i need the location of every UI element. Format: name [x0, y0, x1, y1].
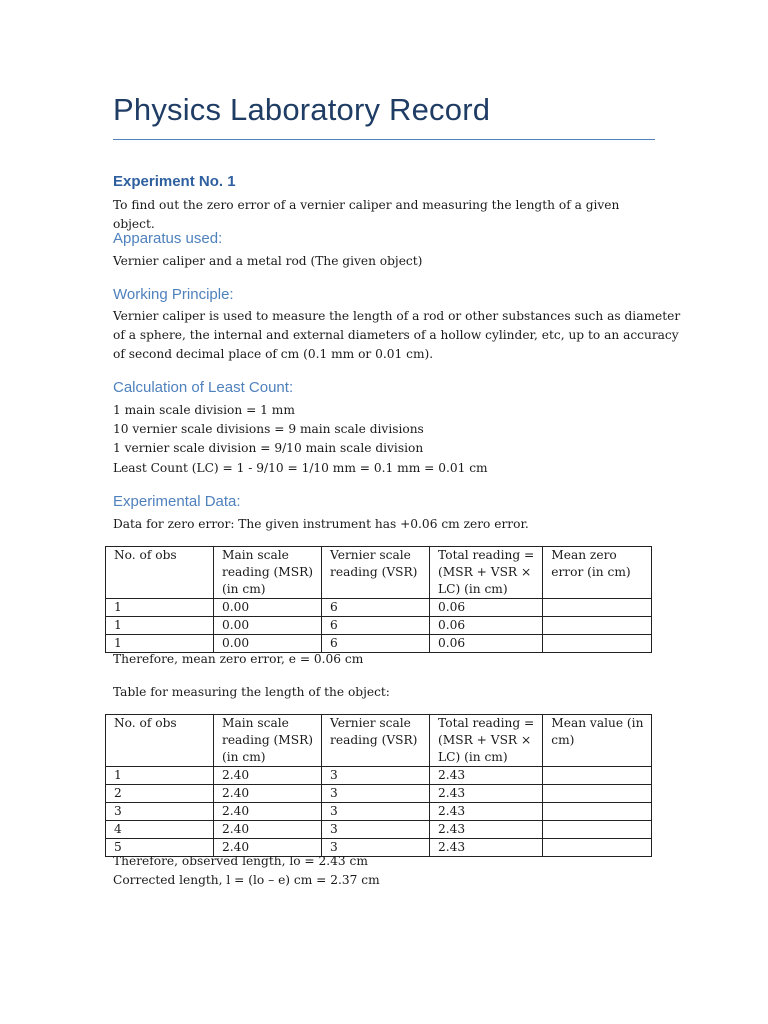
title-underline [113, 139, 655, 140]
table-header-row [106, 715, 652, 767]
table-cell: 2.43 [430, 803, 543, 821]
header-line: (MSR + VSR × [438, 565, 532, 579]
table-cell [543, 617, 652, 635]
table-cell: 2.40 [214, 785, 322, 803]
table-row [106, 785, 652, 803]
header-cell [322, 715, 430, 767]
header-cell [214, 715, 322, 767]
header-line: Main scale [222, 716, 289, 730]
table-cell: 2.43 [430, 821, 543, 839]
table-cell: 2.43 [430, 767, 543, 785]
experiment-heading: Experiment No. 1 [113, 173, 236, 190]
header-line: Mean zero [551, 548, 617, 562]
header-line: Vernier scale [330, 716, 411, 730]
principle-heading: Working Principle: [113, 286, 234, 303]
table-cell: 2.40 [214, 839, 322, 857]
table-cell [543, 785, 652, 803]
table-row [106, 599, 652, 617]
least-count-line: 10 vernier scale divisions = 9 main scale divisions [113, 422, 424, 437]
header-line: No. of obs [114, 548, 177, 562]
header-line: Total reading = [438, 548, 535, 562]
zero-error-intro: Data for zero error: The given instrument has +0.06 cm zero error. [113, 517, 529, 531]
header-cell [106, 547, 214, 599]
observed-length: Therefore, observed length, lo = 2.43 cm [113, 854, 368, 868]
table-cell: 0.00 [214, 635, 322, 653]
table-cell: 6 [322, 635, 430, 653]
table-cell: 4 [106, 821, 214, 839]
table-cell: 0.06 [430, 635, 543, 653]
header-line: Mean value (in [551, 716, 644, 730]
header-cell [430, 715, 543, 767]
header-line: (MSR + VSR × [438, 733, 532, 747]
table-cell: 2 [106, 785, 214, 803]
corrected-length: Corrected length, l = (lo – e) cm = 2.37 cm [113, 873, 380, 887]
least-count-text [113, 401, 658, 478]
table-cell: 2.40 [214, 767, 322, 785]
table-cell: 2.43 [430, 839, 543, 857]
principle-line: of second decimal place of cm (0.1 mm or 0.01 cm). [113, 347, 434, 362]
header-cell [430, 547, 543, 599]
table-cell: 0.06 [430, 599, 543, 617]
page-title: Physics Laboratory Record [113, 92, 491, 127]
principle-text [113, 307, 681, 365]
header-line: (in cm) [222, 750, 266, 764]
table-cell: 1 [106, 635, 214, 653]
header-line: reading (MSR) [222, 565, 314, 579]
table-cell: 0.00 [214, 617, 322, 635]
table-cell: 6 [322, 617, 430, 635]
header-line: No. of obs [114, 716, 177, 730]
header-cell [106, 715, 214, 767]
zero-error-table [105, 546, 652, 653]
table-cell: 2.40 [214, 803, 322, 821]
header-line: cm) [551, 733, 575, 747]
header-line: reading (VSR) [330, 565, 418, 579]
table-cell: 2.43 [430, 785, 543, 803]
table-cell: 3 [322, 839, 430, 857]
header-line: Total reading = [438, 716, 535, 730]
table-cell [543, 821, 652, 839]
table-cell: 6 [322, 599, 430, 617]
least-count-heading: Calculation of Least Count: [113, 379, 294, 396]
table-cell: 1 [106, 599, 214, 617]
table-cell: 3 [322, 803, 430, 821]
table-cell: 3 [322, 785, 430, 803]
principle-line: Vernier caliper is used to measure the length of a rod or other substances such as diameter [113, 309, 681, 323]
table-cell [543, 635, 652, 653]
header-line: (in cm) [222, 582, 266, 596]
experimental-data-heading: Experimental Data: [113, 493, 241, 510]
table-cell: 5 [106, 839, 214, 857]
principle-line: of a sphere, the internal and external diameters of a hollow cylinder, etc, up to an accuracy [113, 328, 679, 343]
least-count-line: Least Count (LC) = 1 - 9/10 = 1/10 mm = 0.1 mm = 0.01 cm [113, 460, 488, 475]
header-cell [322, 547, 430, 599]
least-count-line: 1 main scale division = 1 mm [113, 403, 295, 417]
header-cell [543, 715, 652, 767]
table-cell [543, 767, 652, 785]
header-line: LC) (in cm) [438, 750, 508, 764]
apparatus-heading: Apparatus used: [113, 230, 223, 247]
length-table-intro: Table for measuring the length of the object: [113, 685, 390, 699]
table-cell [543, 839, 652, 857]
table-cell: 3 [322, 767, 430, 785]
table-row [106, 803, 652, 821]
table-cell [543, 599, 652, 617]
table-cell: 1 [106, 617, 214, 635]
table-row [106, 767, 652, 785]
table-cell: 0.06 [430, 617, 543, 635]
table-cell: 1 [106, 767, 214, 785]
header-cell [214, 547, 322, 599]
table-row [106, 617, 652, 635]
length-table [105, 714, 652, 857]
header-line: reading (VSR) [330, 733, 418, 747]
header-line: error (in cm) [551, 565, 631, 579]
table-cell: 2.40 [214, 821, 322, 839]
table-cell: 0.00 [214, 599, 322, 617]
least-count-line: 1 vernier scale division = 9/10 main scale division [113, 441, 424, 456]
header-line: reading (MSR) [222, 733, 314, 747]
table-header-row [106, 547, 652, 599]
apparatus-text: Vernier caliper and a metal rod (The given object) [113, 254, 423, 268]
header-line: LC) (in cm) [438, 582, 508, 596]
table-cell: 3 [106, 803, 214, 821]
header-cell [543, 547, 652, 599]
header-line: Main scale [222, 548, 289, 562]
zero-error-result: Therefore, mean zero error, e = 0.06 cm [113, 652, 364, 666]
table-cell: 3 [322, 821, 430, 839]
header-line: Vernier scale [330, 548, 411, 562]
table-cell [543, 803, 652, 821]
table-row [106, 821, 652, 839]
experiment-aim: To find out the zero error of a vernier caliper and measuring the length of a given object. [113, 198, 620, 232]
